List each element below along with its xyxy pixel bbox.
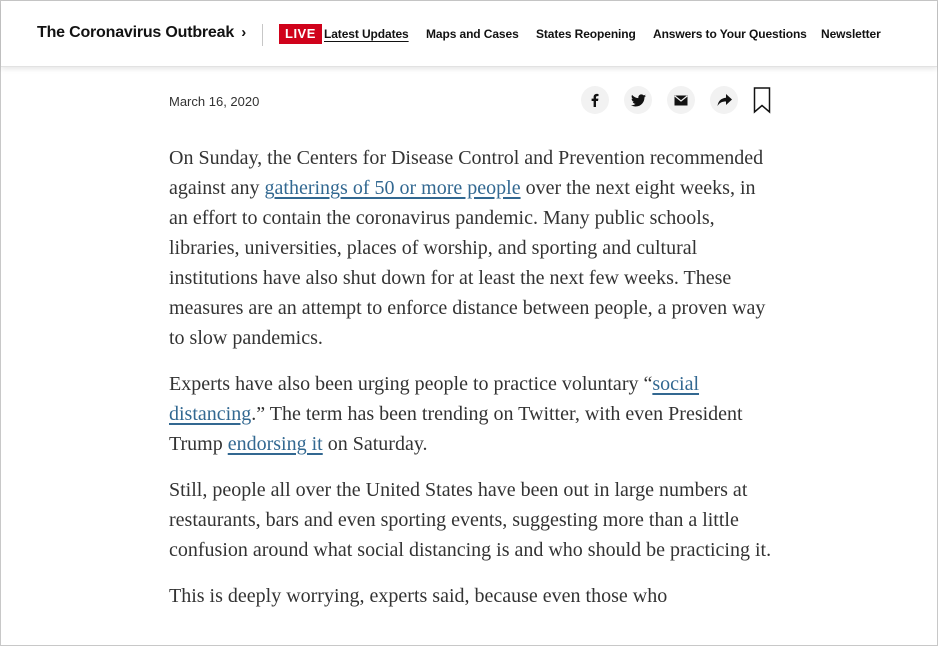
- more-share-button[interactable]: [710, 86, 738, 114]
- twitter-icon: [631, 94, 646, 107]
- endorsing-it-link[interactable]: endorsing it: [227, 433, 323, 455]
- bookmark-icon: [753, 87, 771, 114]
- facebook-share-button[interactable]: [581, 86, 609, 114]
- article-date: March 16, 2020: [169, 94, 260, 109]
- bookmark-button[interactable]: [753, 87, 771, 114]
- top-navigation-bar: [1, 1, 937, 67]
- email-icon: [674, 95, 688, 106]
- paragraph-text: on Saturday.: [322, 433, 428, 455]
- article-paragraph: This is deeply worrying, experts said, because even those who: [169, 585, 668, 607]
- section-title-text: The Coronavirus Outbreak: [37, 24, 235, 41]
- nav-states-reopening[interactable]: States Reopening: [536, 27, 636, 41]
- nav-maps-and-cases[interactable]: Maps and Cases: [426, 27, 519, 41]
- nav-latest-updates[interactable]: Latest Updates: [324, 27, 409, 41]
- gatherings-link[interactable]: gatherings of 50 or more people: [264, 177, 521, 199]
- live-badge[interactable]: LIVE: [279, 24, 322, 44]
- article-paragraph: Still, people all over the United States have been out in large numbers at restaurants, bars and even sporting events, suggesting more than a little confusion around what social distancing is and who should be practicing it.: [169, 479, 772, 561]
- section-title-link[interactable]: [37, 24, 246, 42]
- nav-divider: [262, 24, 263, 46]
- facebook-icon: [588, 93, 602, 107]
- social-distancing-link[interactable]: social distancing: [169, 373, 700, 425]
- paragraph-text: over the next eight weeks, in an effort to contain the coronavirus pandemic. Many public schools, libraries, universities, places of worship, and sporting and cultural institutions have also shut down for at least the next few weeks. These measures are an attempt to enforce distance between people, a proven way to slow pandemics.: [169, 177, 766, 349]
- nav-newsletter[interactable]: Newsletter: [821, 27, 881, 41]
- email-share-button[interactable]: [667, 86, 695, 114]
- article-body: [169, 143, 773, 627]
- share-icon: [717, 94, 732, 107]
- article-paragraph: [169, 369, 773, 459]
- chevron-right-icon: ›: [241, 24, 247, 41]
- nav-answers-to-your-questions[interactable]: Answers to Your Questions: [653, 27, 807, 41]
- paragraph-text: .” The term has been trending on Twitter, with even President Trump: [169, 403, 743, 455]
- paragraph-text: Experts have also been urging people to practice voluntary “: [169, 373, 653, 395]
- paragraph-text: On Sunday, the Centers for Disease Control and Prevention recommended against any: [169, 147, 764, 199]
- article-paragraph: [169, 143, 773, 353]
- twitter-share-button[interactable]: [624, 86, 652, 114]
